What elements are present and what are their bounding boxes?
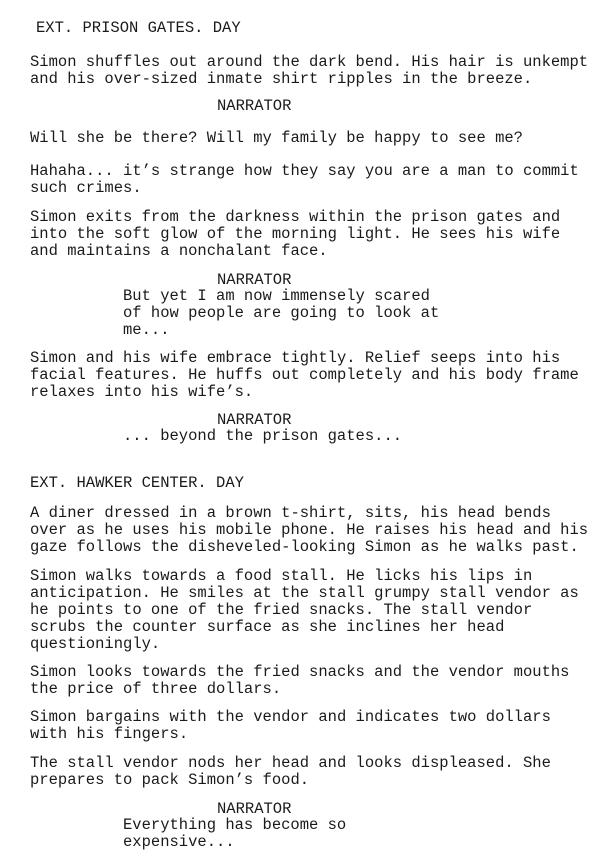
action-line: and his over-sized inmate shirt ripples in the breeze. bbox=[30, 70, 533, 88]
dialogue-line: Everything has become so bbox=[123, 816, 347, 834]
action-line: scrubs the counter surface as she inclines her head bbox=[30, 618, 505, 636]
character-name: NARRATOR bbox=[217, 97, 292, 115]
action-line: A diner dressed in a brown t-shirt, sits, his head bends bbox=[30, 504, 551, 522]
action-line: facial features. He huffs out completely and his body frame bbox=[30, 366, 579, 384]
action-line: he points to one of the fried snacks. The stall vendor bbox=[30, 601, 533, 619]
action-line: anticipation. He smiles at the stall grumpy stall vendor as bbox=[30, 584, 579, 602]
action-line: questioningly. bbox=[30, 635, 161, 653]
action-line: gaze follows the disheveled-looking Simon as he walks past. bbox=[30, 538, 579, 556]
action-line: Hahaha... it’s strange how they say you are a man to commit bbox=[30, 162, 579, 180]
dialogue-line: ... beyond the prison gates... bbox=[123, 427, 403, 445]
dialogue-line: of how people are going to look at bbox=[123, 304, 440, 322]
character-name: NARRATOR bbox=[217, 271, 292, 289]
dialogue-line: expensive... bbox=[123, 833, 235, 851]
action-line: prepares to pack Simon’s food. bbox=[30, 771, 310, 789]
action-line: Will she be there? Will my family be happy to see me? bbox=[30, 129, 523, 147]
action-line: with his fingers. bbox=[30, 725, 189, 743]
action-line: such crimes. bbox=[30, 179, 142, 197]
action-line: over as he uses his mobile phone. He raises his head and his bbox=[30, 521, 589, 539]
action-line: and maintains a nonchalant face. bbox=[30, 242, 328, 260]
action-line: relaxes into his wife’s. bbox=[30, 383, 254, 401]
scene-heading: EXT. PRISON GATES. DAY bbox=[36, 19, 241, 37]
dialogue-line: But yet I am now immensely scared bbox=[123, 287, 430, 305]
action-line: into the soft glow of the morning light. He sees his wife bbox=[30, 225, 561, 243]
dialogue-line: me... bbox=[123, 321, 170, 339]
character-name: NARRATOR bbox=[217, 411, 292, 429]
action-line: Simon looks towards the fried snacks and the vendor mouths bbox=[30, 663, 570, 681]
action-line: Simon exits from the darkness within the prison gates and bbox=[30, 208, 561, 226]
action-line: The stall vendor nods her head and looks displeased. She bbox=[30, 754, 551, 772]
action-line: Simon walks towards a food stall. He licks his lips in bbox=[30, 567, 533, 585]
action-line: Simon bargains with the vendor and indicates two dollars bbox=[30, 708, 551, 726]
scene-heading: EXT. HAWKER CENTER. DAY bbox=[30, 474, 244, 492]
action-line: the price of three dollars. bbox=[30, 680, 282, 698]
character-name: NARRATOR bbox=[217, 800, 292, 818]
action-line: Simon shuffles out around the dark bend. His hair is unkempt bbox=[30, 53, 589, 71]
action-line: Simon and his wife embrace tightly. Relief seeps into his bbox=[30, 349, 561, 367]
